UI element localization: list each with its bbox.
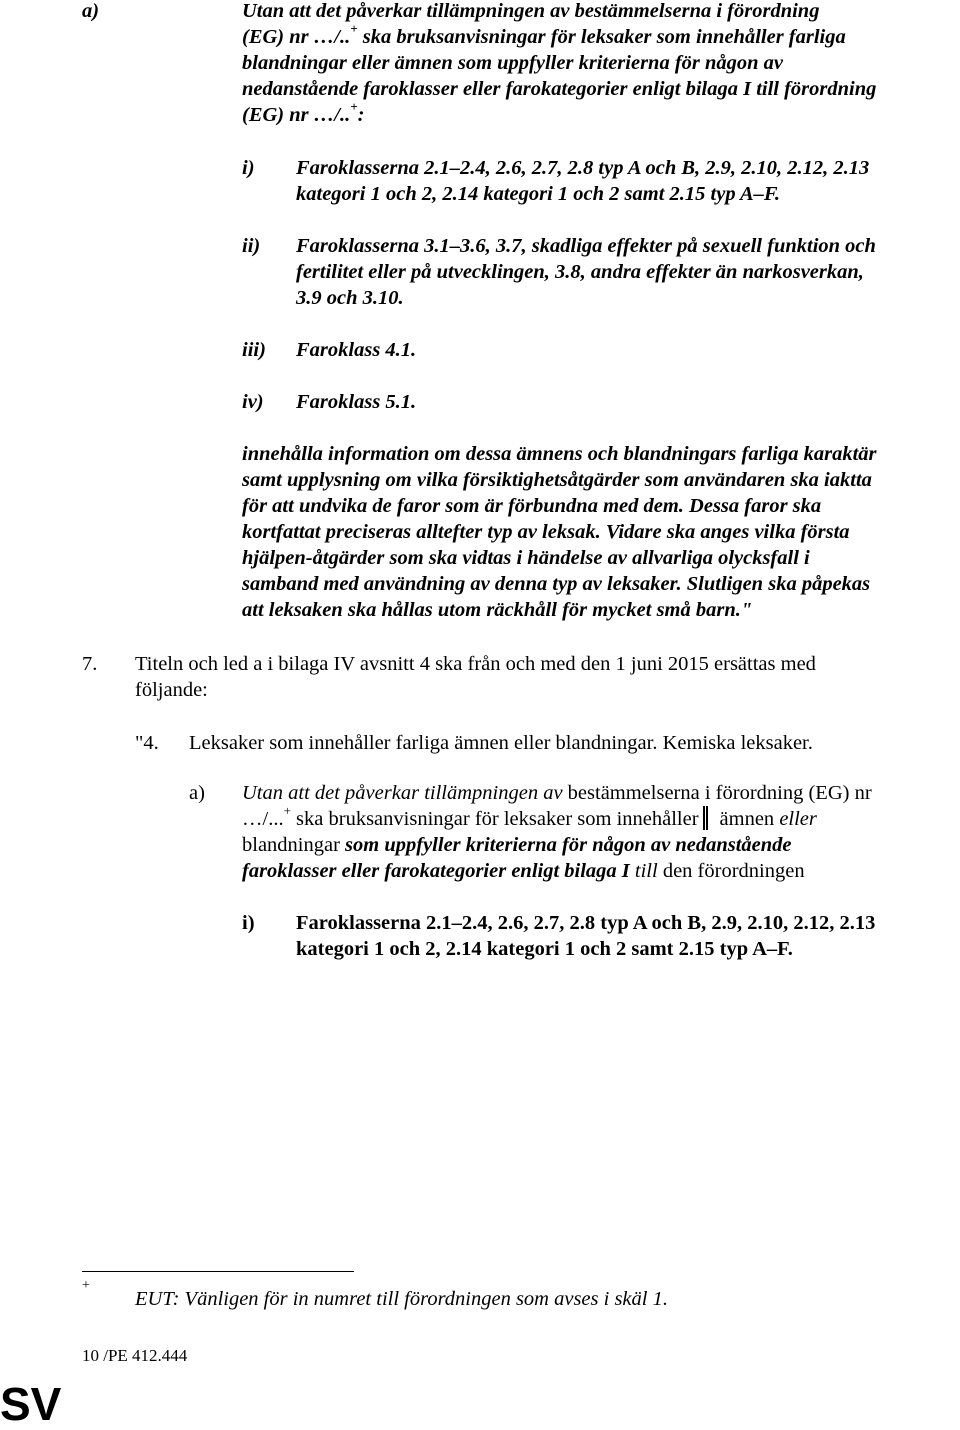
point-text: Titeln och led a i bilaga IV avsnitt 4 ska från och med den 1 juni 2015 ersättas med följande:: [135, 653, 816, 701]
change-bar-icon: [703, 806, 708, 830]
item-text: Faroklasserna 2.1–2.4, 2.6, 2.7, 2.8 typ A och B, 2.9, 2.10, 2.12, 2.13 kategori 1 och 2, 2.14 kategori 1 och 2 samt 2.15 typ A–F.: [296, 912, 876, 960]
text-line: nedanstående faroklasser eller farokategorier enligt bilaga I till förordning: [242, 78, 877, 100]
item-label: i): [242, 912, 255, 934]
document-reference: 10 /PE 412.444: [82, 1346, 188, 1365]
text-line: (EG) nr …/..+:: [242, 99, 365, 126]
text-line: blandningar eller ämnen som uppfyller kriterierna för någon av: [242, 52, 784, 74]
item-text: Faroklasserna 3.1–3.6, 3.7, skadliga effekter på sexuell funktion och fertilitet eller på utvecklingen, 3.8, andra effekter än narkosverkan, 3.9 och 3.10.: [296, 235, 876, 309]
section-a-text: [242, 0, 942, 128]
item-text: Faroklasserna 2.1–2.4, 2.6, 2.7, 2.8 typ A och B, 2.9, 2.10, 2.12, 2.13 kategori 1 och 2, 2.14 kategori 1 och 2 samt 2.15 typ A–F.: [296, 157, 870, 205]
closing-paragraph: innehålla information om dessa ämnens och blandningars farliga karaktär samt upplysning om vilka försiktighetsåtgärder som användaren ska iaktta för att undvika de faror som är förbundna med dem. Dessa faror ska kortfattat preciseras alltefter typ av leksak. Vidare ska anges vilka första hjälpen-åtgärder som ska vidtas i händelse av allvarliga olycksfall i samband med användning av denna typ av leksaker. Slutligen ska påpekas att leksaken ska hållas utom räckhåll för mycket små barn.": [242, 443, 877, 621]
section-a-text: Utan att det påverkar tillämpningen av bestämmelserna i förordning (EG) nr …/...+ ska bruksanvisningar för leksaker som innehåller ämnen eller blandningar som uppfyller kriterierna för någon av nedanstående faroklasser eller farokategorier enligt bilaga I till den förordningen: [242, 782, 872, 882]
footnote-text: EUT: Vänligen för in numret till förordningen som avses i skäl 1.: [135, 1288, 668, 1310]
text-line: (EG) nr …/..+ ska bruksanvisningar för leksaker som innehåller farliga: [242, 21, 846, 48]
item-text: Faroklass 5.1.: [296, 391, 417, 413]
footnote-mark: +: [82, 1278, 90, 1293]
item-label: iv): [242, 391, 264, 413]
point-number: 7.: [82, 653, 98, 675]
section-a-label: a): [189, 782, 205, 804]
footnote-rule: [82, 1271, 354, 1272]
section-a-label: a): [82, 0, 100, 22]
item-text: Faroklass 4.1.: [296, 339, 417, 361]
section-title: Leksaker som innehåller farliga ämnen eller blandningar. Kemiska leksaker.: [189, 732, 813, 754]
item-label: i): [242, 157, 255, 179]
text-line: Utan att det påverkar tillämpningen av bestämmelserna i förordning: [242, 0, 820, 22]
language-code: SV: [0, 1378, 62, 1430]
section-number: "4.: [135, 732, 159, 754]
item-label: ii): [242, 235, 261, 257]
item-label: iii): [242, 339, 266, 361]
